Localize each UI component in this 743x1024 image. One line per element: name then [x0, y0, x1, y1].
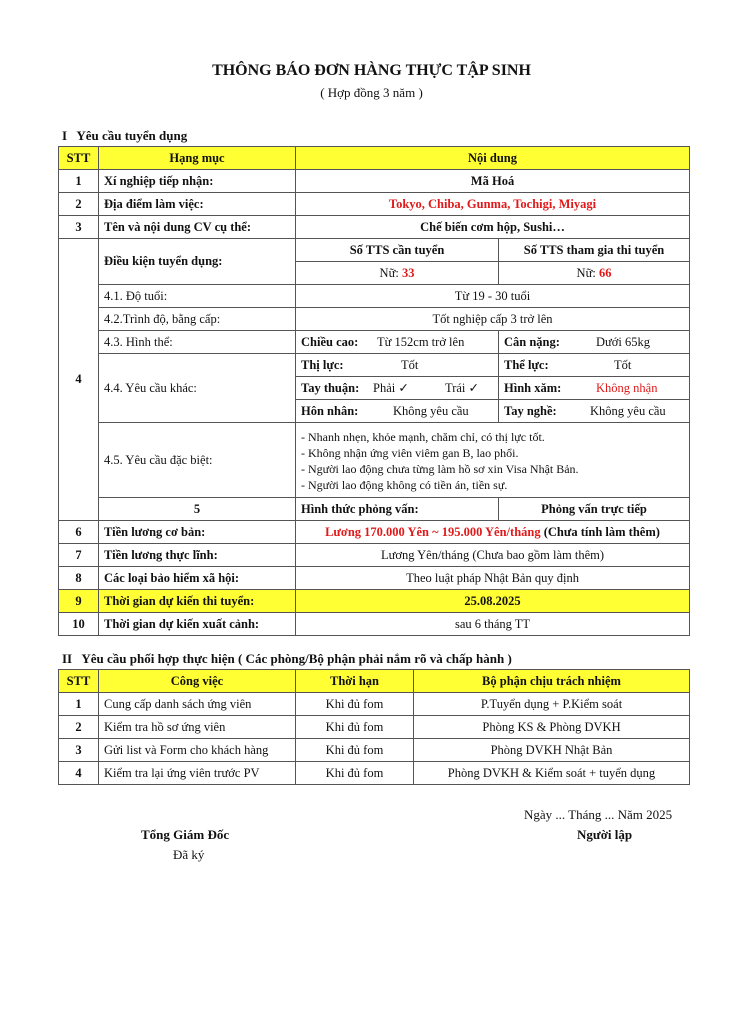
- deadline-cell: Khi đủ fom: [296, 762, 414, 785]
- table-row: [59, 285, 690, 308]
- item-cell: Hình thức phỏng vấn:: [296, 498, 499, 521]
- content-cell: Lương Yên/tháng (Chưa bao gồm làm thêm): [296, 544, 690, 567]
- tattoo-cell: [499, 377, 690, 400]
- section2-heading: II Yêu cầu phối hợp thực hiện ( Các phòng/Bộ phận phải nắm rõ và chấp hành ): [62, 651, 512, 666]
- table-row: [59, 216, 690, 239]
- height-cell: [296, 331, 499, 354]
- salary-range: Lương 170.000 Yên ~ 195.000 Yên/tháng: [325, 524, 541, 539]
- table-row: [59, 739, 690, 762]
- hand-cell: [296, 377, 499, 400]
- director-title: Tổng Giám Đốc: [141, 827, 230, 842]
- table-row: [59, 613, 690, 636]
- tattoo-value: Không nhận: [596, 380, 658, 395]
- task-cell: Kiểm tra hồ sơ ứng viên: [99, 716, 296, 739]
- table-row: [59, 239, 690, 262]
- marriage-cell: [296, 400, 499, 423]
- age-value: Từ 19 - 30 tuổi: [296, 285, 690, 308]
- stt-cell: 4: [59, 239, 99, 521]
- skill-value: Không yêu cầu: [590, 403, 666, 418]
- age-label: 4.1. Độ tuổi:: [99, 285, 296, 308]
- content-cell: Chế biến cơm hộp, Sushi…: [296, 216, 690, 239]
- hand-label: Tay thuận:: [301, 380, 360, 395]
- sign-date: Ngày ... Tháng ... Năm 2025: [524, 807, 673, 822]
- table-row: [59, 762, 690, 785]
- table-row: [59, 544, 690, 567]
- stt-cell: 3: [59, 216, 99, 239]
- table-row: [59, 716, 690, 739]
- strength-value: Tốt: [614, 357, 632, 372]
- skill-label: Tay nghề:: [504, 403, 557, 418]
- item-cell: Các loại bảo hiểm xã hội:: [99, 567, 296, 590]
- header-task: Công việc: [99, 670, 296, 693]
- stt-cell: 8: [59, 567, 99, 590]
- dept-cell: Phòng KS & Phòng DVKH: [414, 716, 690, 739]
- item-cell: Xí nghiệp tiếp nhận:: [99, 170, 296, 193]
- requirements-table: [58, 146, 690, 636]
- table-row: [59, 354, 690, 377]
- director-signed: Đã ký: [173, 847, 205, 862]
- task-cell: Cung cấp danh sách ứng viên: [99, 693, 296, 716]
- physique-label: 4.3. Hình thể:: [99, 331, 296, 354]
- table-row: [59, 567, 690, 590]
- header-stt: STT: [59, 670, 99, 693]
- item-cell: Tiền lương cơ bản:: [99, 521, 296, 544]
- list-item: - Nhanh nhẹn, khỏe mạnh, chăm chỉ, có thị lực tốt.: [301, 430, 545, 444]
- education-label: 4.2.Trình độ, bằng cấp:: [99, 308, 296, 331]
- weight-cell: [499, 331, 690, 354]
- stt-cell: 2: [59, 716, 99, 739]
- content-cell: Theo luật pháp Nhật Bản quy định: [296, 567, 690, 590]
- item-cell: Tiền lương thực lĩnh:: [99, 544, 296, 567]
- content-cell: Phỏng vấn trực tiếp: [499, 498, 690, 521]
- coordination-table: [58, 669, 690, 785]
- strength-cell: [499, 354, 690, 377]
- list-item: - Người lao động chưa từng làm hồ sơ xin Visa Nhật Bản.: [301, 462, 579, 476]
- deadline-cell: Khi đủ fom: [296, 693, 414, 716]
- table-row: [59, 521, 690, 544]
- join-count-cell: [499, 262, 690, 285]
- creator-title: Người lập: [577, 827, 633, 842]
- dept-cell: Phòng DVKH Nhật Bản: [414, 739, 690, 762]
- stt-cell: 3: [59, 739, 99, 762]
- vision-value: Tốt: [401, 357, 419, 372]
- table-row: [59, 590, 690, 613]
- stt-cell: 10: [59, 613, 99, 636]
- item-cell: Thời gian dự kiến thi tuyển:: [99, 590, 296, 613]
- item-cell: Địa điểm làm việc:: [99, 193, 296, 216]
- other-label: 4.4. Yêu cầu khác:: [99, 354, 296, 423]
- table-row: [59, 423, 690, 498]
- stt-cell: 6: [59, 521, 99, 544]
- need-prefix: Nữ:: [379, 265, 402, 280]
- hand-right: Phải ✓: [373, 380, 409, 395]
- education-value: Tốt nghiệp cấp 3 trở lên: [296, 308, 690, 331]
- task-cell: Gửi list và Form cho khách hàng: [99, 739, 296, 762]
- marriage-value: Không yêu cầu: [393, 403, 469, 418]
- header-item: Hạng mục: [99, 147, 296, 170]
- need-count-cell: [296, 262, 499, 285]
- strength-label: Thể lực:: [504, 357, 549, 372]
- join-label: Số TTS tham gia thi tuyển: [499, 239, 690, 262]
- deadline-cell: Khi đủ fom: [296, 739, 414, 762]
- special-label: 4.5. Yêu cầu đặc biệt:: [99, 423, 296, 498]
- need-label: Số TTS cần tuyển: [296, 239, 499, 262]
- weight-value: Dưới 65kg: [596, 334, 651, 349]
- table-row: [59, 308, 690, 331]
- stt-cell: 2: [59, 193, 99, 216]
- need-value: 33: [401, 265, 415, 280]
- header-content: Nội dung: [296, 147, 690, 170]
- deadline-cell: Khi đủ fom: [296, 716, 414, 739]
- table-row: [59, 498, 690, 521]
- height-value: Từ 152cm trở lên: [377, 334, 465, 349]
- stt-cell: 5: [99, 498, 296, 521]
- header-stt: STT: [59, 147, 99, 170]
- table-row: [59, 170, 690, 193]
- header-dept: Bộ phận chịu trách nhiệm: [414, 670, 690, 693]
- skill-cell: [499, 400, 690, 423]
- special-list: [296, 423, 690, 498]
- stt-cell: 1: [59, 170, 99, 193]
- list-item: - Người lao động không có tiền án, tiền sự.: [301, 478, 508, 492]
- list-item: - Không nhận ứng viên viêm gan B, lao phổi.: [301, 446, 519, 460]
- section1-heading: I Yêu cầu tuyển dụng: [62, 128, 188, 143]
- marriage-label: Hôn nhân:: [301, 403, 359, 418]
- header-deadline: Thời hạn: [296, 670, 414, 693]
- table-row: [59, 331, 690, 354]
- item-cell: Điều kiện tuyển dụng:: [99, 239, 296, 285]
- item-cell: Tên và nội dung CV cụ thể:: [99, 216, 296, 239]
- tattoo-label: Hình xăm:: [504, 380, 562, 395]
- item-cell: Thời gian dự kiến xuất cảnh:: [99, 613, 296, 636]
- task-cell: Kiểm tra lại ứng viên trước PV: [99, 762, 296, 785]
- dept-cell: P.Tuyển dụng + P.Kiểm soát: [414, 693, 690, 716]
- vision-cell: [296, 354, 499, 377]
- salary-note: (Chưa tính làm thêm): [540, 524, 660, 539]
- vision-label: Thị lực:: [301, 357, 344, 372]
- page-subtitle: ( Hợp đồng 3 năm ): [320, 85, 423, 100]
- stt-cell: 1: [59, 693, 99, 716]
- join-value: 66: [598, 265, 612, 280]
- stt-cell: 4: [59, 762, 99, 785]
- page-title: THÔNG BÁO ĐƠN HÀNG THỰC TẬP SINH: [212, 62, 531, 79]
- dept-cell: Phòng DVKH & Kiểm soát + tuyển dụng: [414, 762, 690, 785]
- content-cell: 25.08.2025: [296, 590, 690, 613]
- table-row: [59, 693, 690, 716]
- stt-cell: 9: [59, 590, 99, 613]
- content-cell: sau 6 tháng TT: [296, 613, 690, 636]
- content-cell: [296, 521, 690, 544]
- stt-cell: 7: [59, 544, 99, 567]
- hand-left: Trái ✓: [445, 380, 479, 395]
- weight-label: Cân nặng:: [504, 334, 560, 349]
- content-cell: Mã Hoá: [296, 170, 690, 193]
- join-prefix: Nữ:: [576, 265, 599, 280]
- table-row: [59, 193, 690, 216]
- height-label: Chiều cao:: [301, 334, 359, 349]
- content-cell: Tokyo, Chiba, Gunma, Tochigi, Miyagi: [296, 193, 690, 216]
